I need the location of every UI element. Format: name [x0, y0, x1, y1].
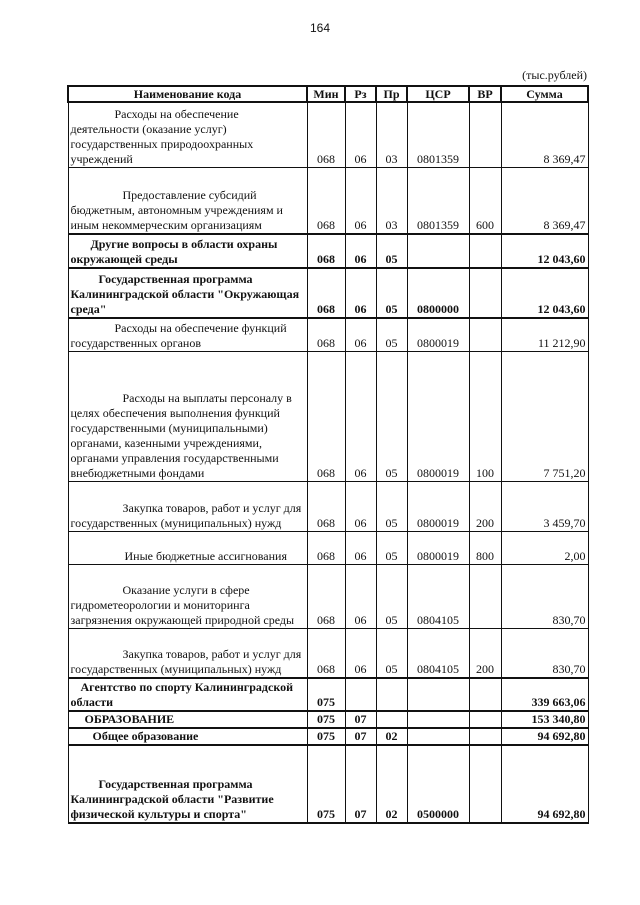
- page-number: 164: [309, 21, 331, 35]
- row-pr: 02: [376, 728, 407, 745]
- row-sum: 7 751,20: [501, 351, 588, 481]
- units-label: (тыс.рублей): [522, 68, 587, 82]
- table-row: [68, 711, 588, 728]
- row-rz: 06: [345, 318, 376, 351]
- row-name: Другие вопросы в области охраны окружающей среды: [68, 234, 307, 268]
- table-row: [68, 564, 588, 628]
- row-min: 068: [307, 531, 345, 564]
- table-row: [68, 481, 588, 531]
- row-sum: 830,70: [501, 628, 588, 678]
- row-pr: 05: [376, 351, 407, 481]
- row-csr: 0800019: [407, 351, 469, 481]
- row-vr: 200: [469, 481, 501, 531]
- row-pr: 05: [376, 531, 407, 564]
- header-csr: ЦСР: [407, 86, 469, 102]
- row-csr: 0801359: [407, 102, 469, 167]
- row-csr: 0804105: [407, 628, 469, 678]
- row-sum: 94 692,80: [501, 728, 588, 745]
- row-vr: [469, 564, 501, 628]
- budget-table: [67, 85, 589, 824]
- row-pr: 03: [376, 102, 407, 167]
- row-min: 068: [307, 628, 345, 678]
- table-row: [68, 628, 588, 678]
- table-row: [68, 234, 588, 268]
- row-min: 068: [307, 351, 345, 481]
- row-rz: 07: [345, 728, 376, 745]
- row-pr: 05: [376, 481, 407, 531]
- row-vr: 800: [469, 531, 501, 564]
- row-name: Закупка товаров, работ и услуг для государственных (муниципальных) нужд: [68, 481, 307, 531]
- row-name: Государственная программа Калининградской области "Окружающая среда": [68, 268, 307, 318]
- table-row: [68, 351, 588, 481]
- row-csr: 0800000: [407, 268, 469, 318]
- row-sum: 94 692,80: [501, 745, 588, 823]
- row-pr: 02: [376, 745, 407, 823]
- row-pr: [376, 711, 407, 728]
- table-row: [68, 268, 588, 318]
- row-rz: 06: [345, 234, 376, 268]
- row-min: 075: [307, 745, 345, 823]
- row-min: 068: [307, 481, 345, 531]
- table-row: [68, 728, 588, 745]
- row-rz: 07: [345, 745, 376, 823]
- row-name: Агентство по спорту Калининградской области: [68, 678, 307, 711]
- row-min: 068: [307, 234, 345, 268]
- row-min: 075: [307, 728, 345, 745]
- row-rz: 06: [345, 268, 376, 318]
- table-row: [68, 167, 588, 234]
- row-min: 068: [307, 102, 345, 167]
- table-row: [68, 678, 588, 711]
- row-rz: 06: [345, 481, 376, 531]
- row-min: 068: [307, 564, 345, 628]
- table-row: [68, 318, 588, 351]
- row-vr: 100: [469, 351, 501, 481]
- row-name: Расходы на обеспечение функций государственных органов: [68, 318, 307, 351]
- header-name: Наименование кода: [68, 86, 307, 102]
- row-rz: 06: [345, 167, 376, 234]
- row-sum: 2,00: [501, 531, 588, 564]
- row-rz: 06: [345, 564, 376, 628]
- row-rz: [345, 678, 376, 711]
- header-vr: ВР: [469, 86, 501, 102]
- row-csr: [407, 728, 469, 745]
- row-sum: 12 043,60: [501, 268, 588, 318]
- row-name: Предоставление субсидий бюджетным, автономным учреждениям и иным некоммерческим организациям: [68, 167, 307, 234]
- row-pr: 03: [376, 167, 407, 234]
- row-sum: 12 043,60: [501, 234, 588, 268]
- row-sum: 153 340,80: [501, 711, 588, 728]
- row-vr: [469, 234, 501, 268]
- row-name: Государственная программа Калининградской области "Развитие физической культуры и спорта": [68, 745, 307, 823]
- row-rz: 06: [345, 628, 376, 678]
- row-name: Расходы на обеспечение деятельности (оказание услуг) государственных природоохранных учреждений: [68, 102, 307, 167]
- row-pr: 05: [376, 234, 407, 268]
- row-csr: [407, 234, 469, 268]
- row-pr: 05: [376, 564, 407, 628]
- table-header-row: [68, 86, 588, 102]
- row-name: Расходы на выплаты персоналу в целях обеспечения выполнения функций государственными (муниципальными) органами, казенными учреждениями, органами управления государственными внебюджетными фондами: [68, 351, 307, 481]
- row-csr: 0500000: [407, 745, 469, 823]
- row-min: 068: [307, 167, 345, 234]
- row-rz: 07: [345, 711, 376, 728]
- row-sum: 8 369,47: [501, 102, 588, 167]
- row-min: 068: [307, 318, 345, 351]
- table-row: [68, 745, 588, 823]
- row-vr: 600: [469, 167, 501, 234]
- row-vr: [469, 745, 501, 823]
- row-vr: 200: [469, 628, 501, 678]
- row-csr: 0800019: [407, 318, 469, 351]
- header-pr: Пр: [376, 86, 407, 102]
- row-csr: [407, 711, 469, 728]
- row-rz: 06: [345, 102, 376, 167]
- table-row: [68, 102, 588, 167]
- row-csr: 0800019: [407, 531, 469, 564]
- table-row: [68, 531, 588, 564]
- row-vr: [469, 728, 501, 745]
- row-rz: 06: [345, 531, 376, 564]
- row-sum: 3 459,70: [501, 481, 588, 531]
- row-min: 075: [307, 678, 345, 711]
- row-sum: 339 663,06: [501, 678, 588, 711]
- row-sum: 11 212,90: [501, 318, 588, 351]
- row-vr: [469, 711, 501, 728]
- row-pr: 05: [376, 268, 407, 318]
- row-name: Закупка товаров, работ и услуг для государственных (муниципальных) нужд: [68, 628, 307, 678]
- row-csr: 0801359: [407, 167, 469, 234]
- row-csr: [407, 678, 469, 711]
- header-min: Мин: [307, 86, 345, 102]
- row-vr: [469, 318, 501, 351]
- row-min: 075: [307, 711, 345, 728]
- row-csr: 0804105: [407, 564, 469, 628]
- row-min: 068: [307, 268, 345, 318]
- row-csr: 0800019: [407, 481, 469, 531]
- row-name: ОБРАЗОВАНИЕ: [68, 711, 307, 728]
- row-pr: 05: [376, 318, 407, 351]
- row-pr: [376, 678, 407, 711]
- row-pr: 05: [376, 628, 407, 678]
- header-rz: Рз: [345, 86, 376, 102]
- row-sum: 8 369,47: [501, 167, 588, 234]
- row-name: Оказание услуги в сфере гидрометеорологии и мониторинга загрязнения окружающей природной среды: [68, 564, 307, 628]
- row-vr: [469, 102, 501, 167]
- row-sum: 830,70: [501, 564, 588, 628]
- row-name: Иные бюджетные ассигнования: [68, 531, 307, 564]
- row-vr: [469, 268, 501, 318]
- row-rz: 06: [345, 351, 376, 481]
- row-name: Общее образование: [68, 728, 307, 745]
- row-vr: [469, 678, 501, 711]
- header-sum: Сумма: [501, 86, 588, 102]
